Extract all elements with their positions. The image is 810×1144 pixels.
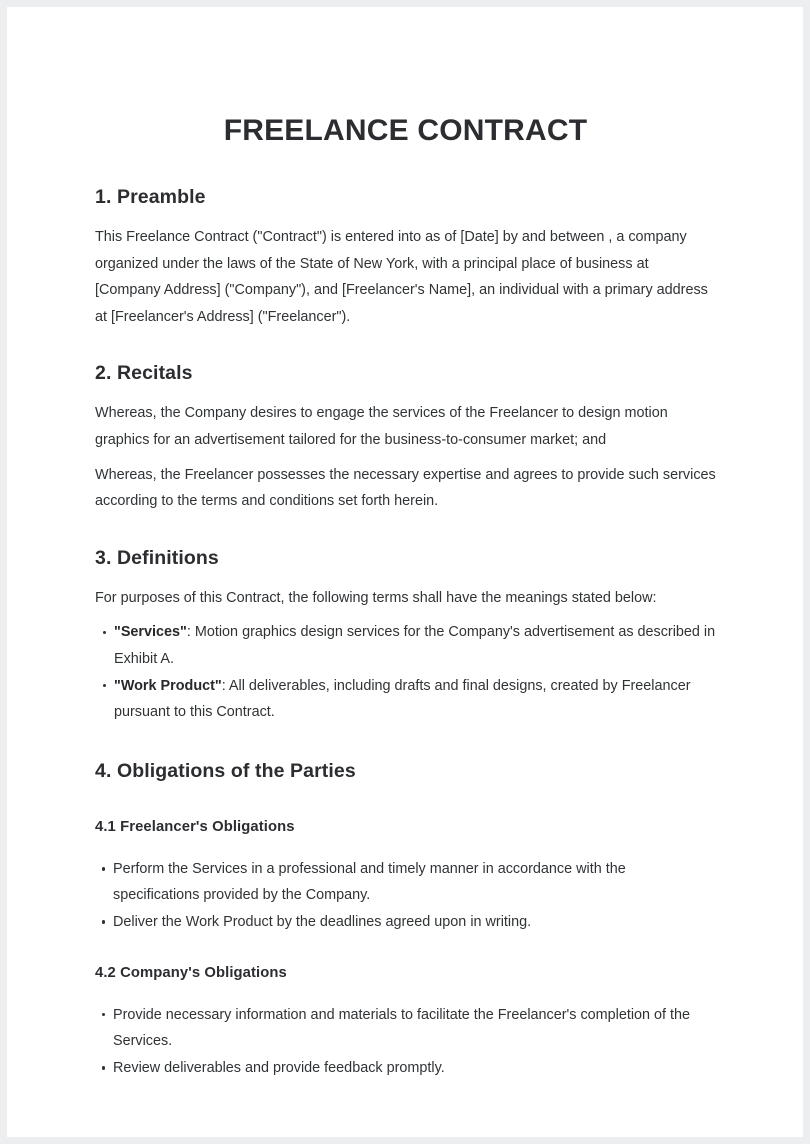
document-page <box>7 7 803 1137</box>
section-heading-recitals: 2. Recitals <box>95 362 193 385</box>
defined-term: "Services" <box>114 624 187 641</box>
subsection-heading-freelancer: 4.1 Freelancer's Obligations <box>95 818 295 835</box>
section-preamble <box>95 184 716 330</box>
paragraph: Whereas, the Company desires to engage the services of the Freelancer to design motion graphics for an advertisement tailored for the business-to-consumer market; and <box>95 405 668 448</box>
freelancer-obligations-list <box>95 856 716 936</box>
paragraph: This Freelance Contract ("Contract") is entered into as of [Date] by and between , a company organized under the laws of the State of New York, with a principal place of business at [Company Address] ("Company"), and [Freelancer's Name], an individual with a primary address at [Freelancer's Address] ("Freelancer"). <box>95 229 708 325</box>
list-item: Deliver the Work Product by the deadlines agreed upon in writing. <box>95 909 716 936</box>
list-item <box>95 673 716 726</box>
section-spacer <box>95 726 716 758</box>
list-item: Perform the Services in a professional and timely manner in accordance with the specifications provided by the Company. <box>95 856 716 909</box>
section-heading-obligations: 4. Obligations of the Parties <box>95 759 356 782</box>
section-spacer <box>95 515 716 545</box>
document-title: FREELANCE CONTRACT <box>223 114 588 147</box>
company-obligations-list <box>95 1002 716 1082</box>
defined-term-description: : Motion graphics design services for the Company's advertisement as described in Exhibit A. <box>114 624 716 667</box>
list-item: Provide necessary information and materials to facilitate the Freelancer's completion of the Services. <box>95 1002 716 1055</box>
document-content <box>95 112 716 1081</box>
section-recitals <box>95 360 716 514</box>
section-spacer <box>95 330 716 360</box>
list-item <box>95 619 716 672</box>
subsection-spacer <box>95 798 716 816</box>
subsection-heading-company: 4.2 Company's Obligations <box>95 964 287 981</box>
defined-term: "Work Product" <box>114 677 222 694</box>
subsection-freelancer-obligations <box>95 816 716 936</box>
list-item: Review deliverables and provide feedback promptly. <box>95 1055 716 1082</box>
subsection-company-obligations <box>95 962 716 1082</box>
definitions-list <box>95 619 716 725</box>
section-heading-definitions: 3. Definitions <box>95 546 219 569</box>
definitions-intro: For purposes of this Contract, the following terms shall have the meanings stated below: <box>95 589 657 606</box>
section-obligations <box>95 758 716 1082</box>
subsection-spacer <box>95 936 716 962</box>
section-definitions <box>95 545 716 726</box>
paragraph: Whereas, the Freelancer possesses the necessary expertise and agrees to provide such services according to the terms and conditions set forth herein. <box>95 466 716 510</box>
defined-term-description: : All deliverables, including drafts and final designs, created by Freelancer pursuant to this Contract. <box>114 677 691 721</box>
section-heading-preamble: 1. Preamble <box>95 186 206 208</box>
